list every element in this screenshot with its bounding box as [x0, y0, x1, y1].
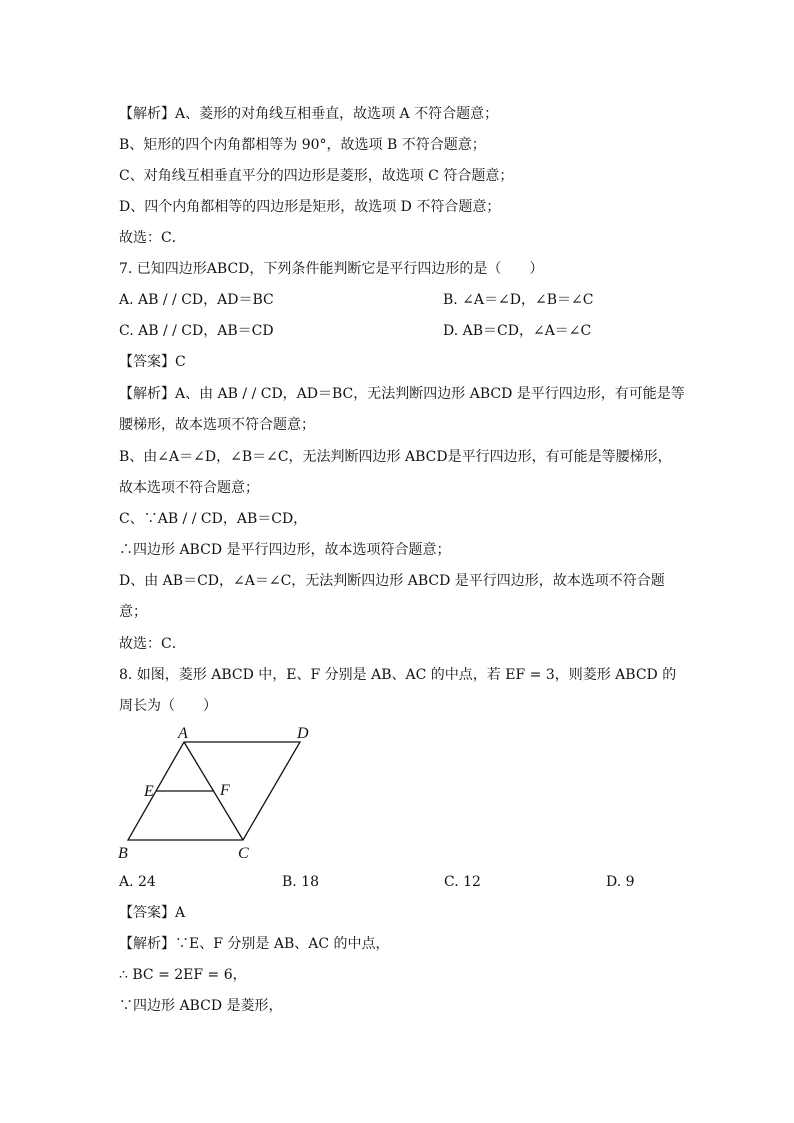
q7-option-d: D. AB＝CD，∠A＝∠C: [443, 323, 592, 339]
text-line: 【解析】∵E、F 分别是 AB、AC 的中点，: [119, 936, 390, 952]
text-line: 故本选项不符合题意；: [119, 480, 259, 496]
q8-option-a: A. 24: [119, 874, 156, 890]
q7-option-c: C. AB / / CD，AB＝CD: [119, 323, 274, 339]
text-line: D、四个内角都相等的四边形是矩形，故选项 D 不符合题意；: [119, 199, 501, 215]
text-line: 意；: [119, 604, 147, 620]
question-8: 8. 如图，菱形 ABCD 中，E、F 分别是 AB、AC 的中点，若 EF = 3，则菱形 ABCD 的: [119, 667, 677, 683]
label-b: B: [118, 845, 128, 862]
text-line: 【解析】A、菱形的对角线互相垂直，故选项 A 不符合题意；: [119, 106, 499, 122]
q8-option-d: D. 9: [606, 874, 635, 890]
q7-option-a: A. AB / / CD，AD＝BC: [119, 292, 274, 308]
text-line: 腰梯形，故本选项不符合题意；: [119, 417, 315, 433]
q7-option-b: B. ∠A＝∠D，∠B＝∠C: [443, 292, 594, 308]
answer-label: 【答案】A: [119, 905, 186, 921]
label-d: D: [297, 725, 309, 742]
text-line: ∴四边形 ABCD 是平行四边形，故本选项符合题意；: [119, 542, 451, 558]
text-line: B、由∠A＝∠D，∠B＝∠C，无法判断四边形 ABCD是平行四边形，有可能是等腰梯形，: [119, 449, 672, 465]
text-line: 周长为（ ）: [119, 698, 217, 714]
rhombus-figure: [112, 720, 322, 865]
text-line: 【解析】A、由 AB / / CD，AD＝BC，无法判断四边形 ABCD 是平行四边形，有可能是等: [119, 386, 685, 402]
text-line: D、由 AB＝CD，∠A＝∠C，无法判断四边形 ABCD 是平行四边形，故本选项不符合题: [119, 573, 665, 589]
q8-option-b: B. 18: [282, 874, 320, 890]
q8-option-c: C. 12: [444, 874, 481, 890]
text-line: B、矩形的四个内角都相等为 90°，故选项 B 不符合题意；: [119, 137, 486, 153]
label-e: E: [144, 783, 154, 800]
question-7: 7. 已知四边形ABCD，下列条件能判断它是平行四边形的是（ ）: [119, 261, 544, 277]
text-line: C、对角线互相垂直平分的四边形是菱形，故选项 C 符合题意；: [119, 168, 514, 184]
label-f: F: [220, 782, 230, 799]
label-c: C: [238, 845, 249, 862]
answer-label: 【答案】C: [119, 354, 186, 370]
text-line: C、∵AB / / CD，AB＝CD，: [119, 511, 308, 527]
text-line: 故选：C．: [119, 230, 186, 246]
text-line: ∵四边形 ABCD 是菱形，: [119, 998, 283, 1014]
text-line: 故选：C．: [119, 636, 186, 652]
text-line: ∴ BC = 2EF = 6，: [119, 967, 247, 983]
label-a: A: [178, 725, 188, 742]
